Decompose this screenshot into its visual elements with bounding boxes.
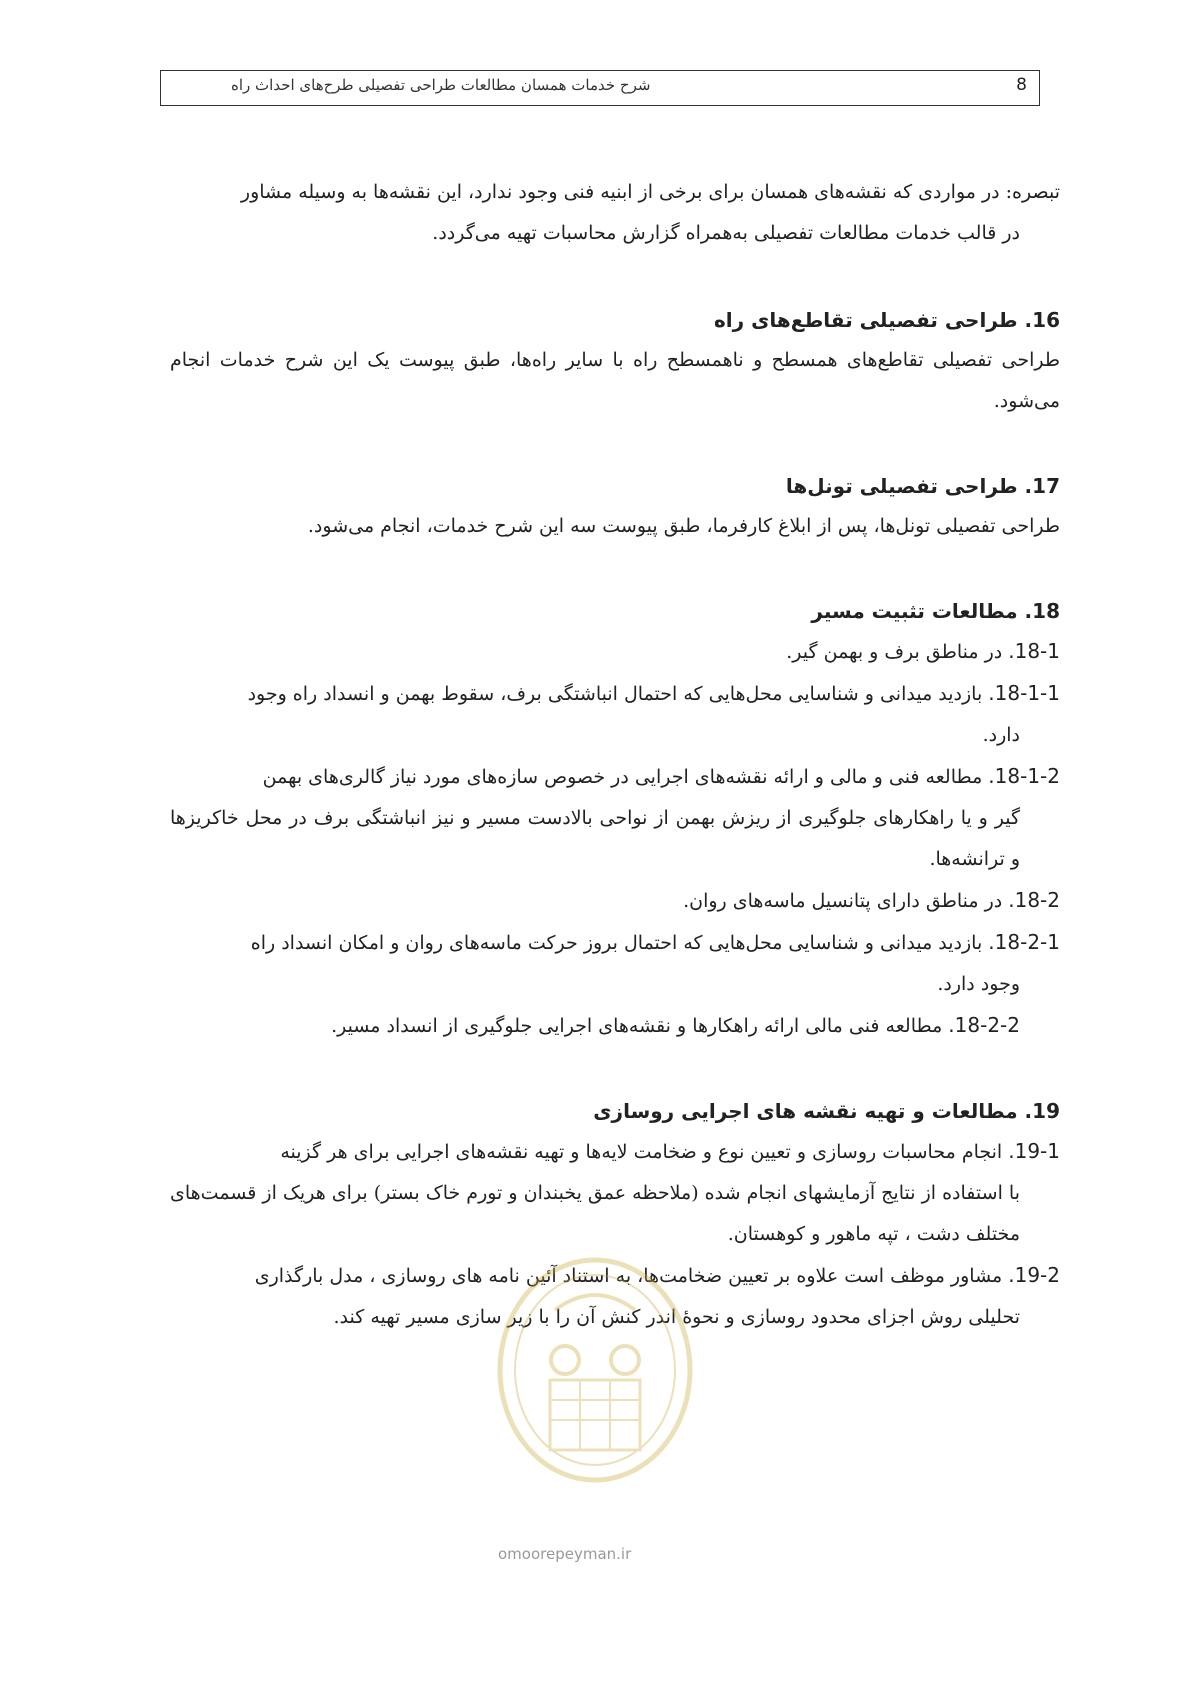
item-continuation: گیر و یا راهکارهای جلوگیری از ریزش بهمن از نواحی بالادست مسیر و نیز انباشتگی برف در محل خاکریزها و ترانشه‌ها. [170, 807, 1020, 870]
item-text: مشاور موظف است علاوه بر تعیین ضخامت‌ها، به استناد آئین نامه های روسازی ، مدل بارگذاری [254, 1265, 1009, 1287]
item-continuation: وجود دارد. [937, 973, 1020, 995]
section-18 [170, 591, 1060, 1047]
list-item [170, 1005, 1060, 1047]
item-number: 18-1-1. [988, 681, 1060, 705]
section-17-body: طراحی تفصیلی تونل‌ها، پس از ابلاغ کارفرما، طبق پیوست سه این شرح خدمات، انجام می‌شود. [307, 515, 1060, 537]
item-number: 18-1-2. [988, 764, 1060, 788]
section-17 [170, 466, 1060, 547]
page-number: 8 [1016, 75, 1027, 95]
item-continuation: با استفاده از نتایج آزمایشهای انجام شده (ملاحظه عمق یخبندان و تورم خاک بستر) برای هریک از قسمت‌های مختلف دشت ، تپه ماهور و کوهستان. [170, 1182, 1020, 1245]
list-item [170, 673, 1060, 756]
note-paragraph [170, 172, 1060, 254]
item-text: مطالعه فنی و مالی و ارائه نقشه‌های اجرایی در خصوص سازه‌های مورد نیاز گالری‌های بهمن [262, 766, 989, 788]
item-text: بازدید میدانی و شناسایی محل‌هایی که احتمال بروز حرکت ماسه‌های روان و امکان انسداد راه [250, 932, 989, 954]
item-text: مطالعه فنی مالی ارائه راهکارها و نقشه‌های اجرایی جلوگیری از انسداد مسیر. [331, 1015, 949, 1037]
item-text: در مناطق دارای پتانسیل ماسه‌های روان. [683, 890, 1009, 912]
section-16-body: طراحی تفصیلی تقاطع‌های همسطح و ناهمسطح راه با سایر راه‌ها، طبق پیوست یک این شرح خدمات انجام می‌شود. [170, 349, 1060, 412]
watermark-text: omoorepeyman.ir [498, 1545, 632, 1563]
page-header [160, 70, 1040, 106]
item-continuation: دارد. [982, 724, 1020, 746]
item-number: 18-2. [1008, 888, 1060, 912]
list-item [170, 922, 1060, 1005]
section-18-title: 18. مطالعات تثبیت مسیر [811, 599, 1060, 623]
item-number: 18-2-2. [948, 1013, 1020, 1037]
header-title: شرح خدمات همسان مطالعات طراحی تفصیلی طرح‌های احداث راه [231, 76, 651, 94]
document-body [170, 172, 1060, 1382]
note-line-2: در قالب خدمات مطالعات تفصیلی به‌همراه گزارش محاسبات تهیه می‌گردد. [432, 222, 1020, 244]
list-item [170, 631, 1060, 673]
list-item [170, 1131, 1060, 1255]
item-text: بازدید میدانی و شناسایی محل‌هایی که احتمال انباشتگی برف، سقوط بهمن و انسداد راه وجود [247, 683, 989, 705]
item-text: در مناطق برف و بهمن گیر. [786, 641, 1009, 663]
watermark-logo [485, 1250, 705, 1510]
list-item [170, 880, 1060, 922]
section-16 [170, 300, 1060, 422]
section-17-title: 17. طراحی تفصیلی تونل‌ها [785, 474, 1060, 498]
note-line-1: تبصره: در مواردی که نقشه‌های همسان برای برخی از ابنیه فنی وجود ندارد، این نقشه‌ها به وسیله مشاور [240, 181, 1060, 203]
section-19-title: 19. مطالعات و تهیه نقشه های اجرایی روسازی [593, 1099, 1060, 1123]
item-continuation: تحلیلی روش اجزای محدود روسازی و نحوۀ اندر کنش آن را با زیر سازی مسیر تهیه کند. [333, 1306, 1020, 1328]
section-16-title: 16. طراحی تفصیلی تقاطع‌های راه [713, 308, 1060, 332]
item-text: انجام محاسبات روسازی و تعیین نوع و ضخامت لایه‌ها و تهیه نقشه‌های اجرایی برای هر گزینه [280, 1141, 1009, 1163]
item-number: 19-2. [1008, 1263, 1060, 1287]
item-number: 19-1. [1008, 1139, 1060, 1163]
list-item [170, 756, 1060, 880]
item-number: 18-2-1. [988, 930, 1060, 954]
item-number: 18-1. [1008, 639, 1060, 663]
